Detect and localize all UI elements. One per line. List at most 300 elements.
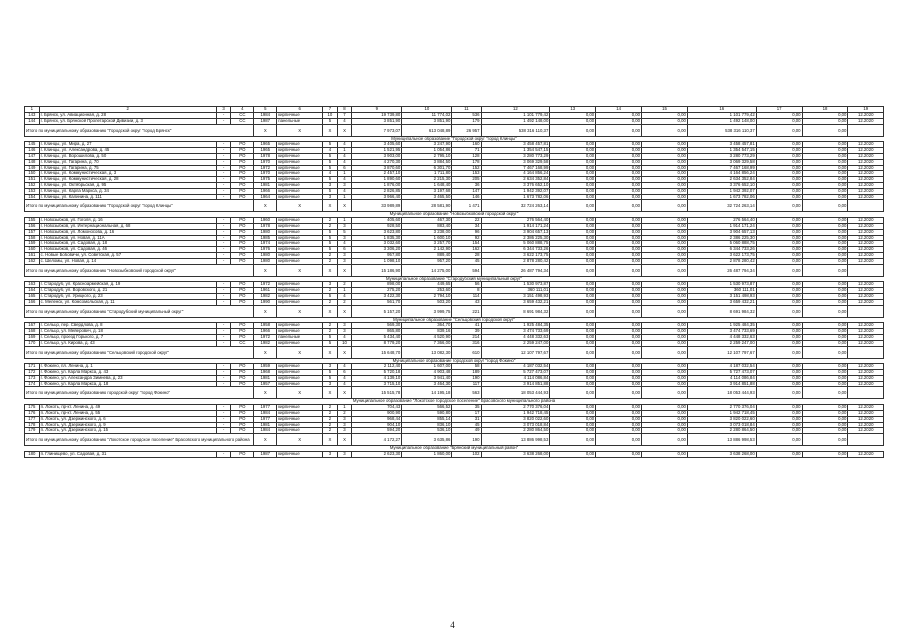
table-cell: 5 bbox=[323, 340, 338, 346]
table-cell: РО bbox=[231, 323, 254, 329]
table-cell: 0,00 bbox=[802, 171, 848, 177]
total-cell: 26 957 bbox=[452, 124, 481, 136]
table-cell: 1957 bbox=[254, 381, 277, 387]
table-cell: 0,00 bbox=[802, 188, 848, 194]
table-cell: 900,90 bbox=[352, 411, 402, 417]
total-cell: X bbox=[323, 387, 338, 399]
table-cell: 3 bbox=[323, 282, 338, 288]
table-cell: РО bbox=[231, 235, 254, 241]
table-cell: 5 727 473,07 bbox=[481, 370, 550, 376]
table-cell: - bbox=[216, 416, 231, 422]
table-cell: - bbox=[216, 364, 231, 370]
table-cell: 6 344 733,26 bbox=[687, 247, 756, 253]
table-cell: 3 032,60 bbox=[352, 241, 402, 247]
table-cell: кирпичные bbox=[277, 252, 323, 258]
table-cell: 0,00 bbox=[550, 247, 596, 253]
table-cell: 3 073 018,84 bbox=[481, 422, 550, 428]
table-cell: 0,00 bbox=[596, 428, 642, 434]
table-cell: РО bbox=[231, 171, 254, 177]
table-cell: 1 054,86 bbox=[402, 148, 452, 154]
total-cell: 7 973,07 bbox=[352, 124, 402, 136]
table-cell: 3 bbox=[323, 182, 338, 188]
table-cell: 2 bbox=[323, 299, 338, 305]
address-cell: г. Сельцо, пер. Свердлова, д. 8 bbox=[39, 323, 216, 329]
table-cell: 0,00 bbox=[642, 323, 688, 329]
table-cell: 31 bbox=[452, 416, 481, 422]
table-cell: РО bbox=[231, 334, 254, 340]
address-cell: г. Фокино, ул. Карла Маркса, д. 18 bbox=[39, 381, 216, 387]
table-cell: кирпичные bbox=[277, 171, 323, 177]
table-cell: 0,00 bbox=[642, 113, 688, 119]
table-cell: 561,70 bbox=[352, 299, 402, 305]
table-cell: 3 376 652,10 bbox=[687, 182, 756, 188]
total-cell: 14 195,18 bbox=[402, 387, 452, 399]
table-cell: 2 878 280,42 bbox=[481, 258, 550, 264]
table-cell: 569,30 bbox=[352, 323, 402, 329]
table-cell: 2 bbox=[323, 218, 338, 224]
table-cell: 162 bbox=[452, 247, 481, 253]
address-cell: г. Фокино, ул. Карла Маркса, д. 43 bbox=[39, 370, 216, 376]
table-cell: 0,00 bbox=[550, 428, 596, 434]
table-cell: 2 bbox=[323, 323, 338, 329]
table-cell: кирпичные bbox=[277, 288, 323, 294]
table-cell: 173 bbox=[25, 375, 40, 381]
table-cell: 0,00 bbox=[596, 252, 642, 258]
table-cell: 3 376 652,10 bbox=[481, 182, 550, 188]
table-cell: 0,00 bbox=[756, 422, 802, 428]
total-cell: 0,00 bbox=[642, 264, 688, 276]
table-cell: 6 301,70 bbox=[402, 165, 452, 171]
table-cell: 276 564,40 bbox=[687, 218, 756, 224]
table-cell: 152 bbox=[25, 182, 40, 188]
table-cell: 0,00 bbox=[596, 235, 642, 241]
table-cell: 0,00 bbox=[642, 340, 688, 346]
column-header: 10 bbox=[402, 107, 452, 113]
table-cell: 1965 bbox=[254, 148, 277, 154]
total-cell: 0,00 bbox=[642, 200, 688, 212]
table-cell: 5 bbox=[323, 247, 338, 253]
table-cell: 12.2020 bbox=[848, 194, 884, 200]
table-cell: 0,00 bbox=[802, 370, 848, 376]
address-cell: г. Брянск, ул. Авиационная, д. 28 bbox=[39, 113, 216, 119]
table-cell: 4 164 856,24 bbox=[481, 171, 550, 177]
total-cell: 3 635,86 bbox=[402, 434, 452, 446]
table-cell: 71 bbox=[452, 148, 481, 154]
table-cell: 0,00 bbox=[756, 159, 802, 165]
table-cell: 0,00 bbox=[642, 334, 688, 340]
total-cell: X bbox=[254, 264, 277, 276]
table-cell: 0,00 bbox=[802, 165, 848, 171]
table-cell: 7 366,00 bbox=[402, 340, 452, 346]
table-cell: кирпичные bbox=[277, 452, 323, 458]
total-cell: X bbox=[277, 387, 323, 399]
total-cell: X bbox=[323, 434, 338, 446]
table-cell: 0,00 bbox=[756, 293, 802, 299]
table-cell: 2 bbox=[323, 416, 338, 422]
table-cell: СС bbox=[231, 113, 254, 119]
table-cell: 2 259 247,00 bbox=[481, 340, 550, 346]
total-cell: 28 581,90 bbox=[402, 200, 452, 212]
table-cell: 0,00 bbox=[550, 329, 596, 335]
table-cell: 163 bbox=[25, 282, 40, 288]
table-cell: 0,00 bbox=[550, 194, 596, 200]
table-cell: 5 060 888,75 bbox=[481, 241, 550, 247]
table-cell: кирпичные bbox=[277, 299, 323, 305]
table-cell: кирпичные bbox=[277, 247, 323, 253]
table-cell: 3 280 773,29 bbox=[481, 153, 550, 159]
address-cell: г. Новозыбков, ул. Новая, д. 11А bbox=[39, 235, 216, 241]
table-cell: 2 bbox=[323, 329, 338, 335]
total-cell: 0,00 bbox=[550, 200, 596, 212]
table-cell: - bbox=[216, 282, 231, 288]
table-cell: 0,00 bbox=[550, 148, 596, 154]
table-cell: 4 bbox=[337, 293, 352, 299]
table-cell: 0,00 bbox=[596, 229, 642, 235]
address-cell: г. Клинцы, ул. Октябрьская, д. 95 bbox=[39, 182, 216, 188]
table-cell: 5 060 888,75 bbox=[687, 241, 756, 247]
table-cell: кирпичные bbox=[277, 416, 323, 422]
table-cell: кирпичные bbox=[277, 159, 323, 165]
table-cell: 0,00 bbox=[642, 258, 688, 264]
table-cell: 151 bbox=[25, 177, 40, 183]
table-cell: 503,20 bbox=[402, 299, 452, 305]
table-cell: РО bbox=[231, 416, 254, 422]
table-cell: 2 794,10 bbox=[402, 293, 452, 299]
address-cell: п. Локоть, ул. Дзержинского, д. 9 bbox=[39, 422, 216, 428]
table-cell: 2 878 280,42 bbox=[687, 258, 756, 264]
table-cell: 3 bbox=[337, 182, 352, 188]
table-cell: 0,00 bbox=[596, 218, 642, 224]
table-cell: 0,00 bbox=[550, 381, 596, 387]
table-cell: 0,00 bbox=[642, 422, 688, 428]
total-cell: 0,00 bbox=[756, 264, 802, 276]
table-cell: 12.2020 bbox=[848, 452, 884, 458]
table-cell: 145 bbox=[25, 142, 40, 148]
address-cell: г. Клинцы, ул. Карла Маркса, д. 34 bbox=[39, 188, 216, 194]
table-cell: панельные bbox=[277, 334, 323, 340]
table-cell: 45 bbox=[452, 258, 481, 264]
table-cell: 3 bbox=[337, 416, 352, 422]
address-cell: г. Сельцо, проезд Горького, д. 7 bbox=[39, 334, 216, 340]
table-cell: 3 914 851,88 bbox=[481, 381, 550, 387]
table-cell: 5 bbox=[337, 229, 352, 235]
table-cell: 5 bbox=[323, 229, 338, 235]
table-cell: 0,00 bbox=[596, 258, 642, 264]
table-cell: 889,40 bbox=[402, 252, 452, 258]
table-cell: 594,20 bbox=[352, 428, 402, 434]
table-cell: 159 bbox=[25, 241, 40, 247]
table-cell: 0,00 bbox=[596, 299, 642, 305]
table-cell: 0,00 bbox=[756, 148, 802, 154]
table-cell: 3 bbox=[337, 252, 352, 258]
table-cell: - bbox=[216, 223, 231, 229]
table-cell: 1 914 171,24 bbox=[481, 223, 550, 229]
table-cell: 0,00 bbox=[596, 329, 642, 335]
table-cell: 3 405,60 bbox=[352, 142, 402, 148]
table-cell: 1 925 484,35 bbox=[687, 323, 756, 329]
table-cell: 5 434,40 bbox=[352, 334, 402, 340]
table-cell: 0,00 bbox=[596, 113, 642, 119]
table-cell: 883,40 bbox=[402, 223, 452, 229]
table-cell: 0,00 bbox=[550, 188, 596, 194]
table-cell: 898,00 bbox=[352, 282, 402, 288]
table-cell: 4 520,90 bbox=[402, 334, 452, 340]
table-cell: 1972 bbox=[254, 282, 277, 288]
table-cell: 3 914 851,88 bbox=[687, 381, 756, 387]
table-cell: РО bbox=[231, 411, 254, 417]
table-cell: 148 bbox=[25, 159, 40, 165]
section-title: Муниципальное образование "Городской округ "город Клинцы" bbox=[25, 136, 884, 142]
table-cell: 174 bbox=[25, 381, 40, 387]
table-cell: 1 492 148,00 bbox=[687, 118, 756, 124]
table-cell: 865,80 bbox=[352, 329, 402, 335]
table-cell: 0,00 bbox=[802, 159, 848, 165]
table-cell: 0,00 bbox=[550, 182, 596, 188]
table-cell: РО bbox=[231, 148, 254, 154]
table-cell: 3 870,60 bbox=[352, 165, 402, 171]
table-cell: 0,00 bbox=[596, 334, 642, 340]
table-cell: 1977 bbox=[254, 405, 277, 411]
table-cell: 1964 bbox=[254, 194, 277, 200]
table-cell: 0,00 bbox=[756, 323, 802, 329]
table-cell: РО bbox=[231, 329, 254, 335]
table-cell: 189 bbox=[452, 370, 481, 376]
table-cell: 1985 bbox=[254, 235, 277, 241]
table-cell: - bbox=[216, 148, 231, 154]
table-cell: 0,00 bbox=[756, 282, 802, 288]
table-cell: 155 bbox=[25, 218, 40, 224]
table-cell: 175 bbox=[25, 405, 40, 411]
total-cell: 221 bbox=[452, 305, 481, 317]
table-cell: кирпичные bbox=[277, 375, 323, 381]
table-cell: 1 600,10 bbox=[402, 235, 452, 241]
table-cell: 0,00 bbox=[802, 329, 848, 335]
table-cell: 8 779,20 bbox=[352, 340, 402, 346]
table-cell: 0,00 bbox=[642, 288, 688, 294]
table-cell: 0,00 bbox=[550, 299, 596, 305]
address-cell: с. Новые Бобовичи, ул. Советская, д. 57 bbox=[39, 252, 216, 258]
table-cell: 0,00 bbox=[802, 416, 848, 422]
table-cell: 0,00 bbox=[756, 411, 802, 417]
table-cell: 1 942 718,45 bbox=[481, 411, 550, 417]
table-cell: 2 280 864,50 bbox=[481, 428, 550, 434]
table-cell: 149 bbox=[25, 165, 40, 171]
table-cell: РО bbox=[231, 288, 254, 294]
total-cell: X bbox=[277, 124, 323, 136]
table-cell: 2 634 352,84 bbox=[481, 177, 550, 183]
table-cell: 12.2020 bbox=[848, 405, 884, 411]
table-cell: 22 bbox=[452, 218, 481, 224]
table-cell: 0,00 bbox=[550, 252, 596, 258]
table-cell: 0,00 bbox=[550, 422, 596, 428]
table-cell: РО bbox=[231, 375, 254, 381]
table-cell: 12.2020 bbox=[848, 422, 884, 428]
table-cell: 3 bbox=[337, 428, 352, 434]
table-cell: 360 111,01 bbox=[481, 288, 550, 294]
table-cell: - bbox=[216, 218, 231, 224]
table-cell: 1981 bbox=[254, 182, 277, 188]
table-cell: 0,00 bbox=[642, 411, 688, 417]
table-cell: 0,00 bbox=[550, 229, 596, 235]
table-cell: 153 bbox=[25, 188, 40, 194]
table-cell: 2 bbox=[323, 252, 338, 258]
table-cell: 0,00 bbox=[550, 153, 596, 159]
table-body bbox=[25, 107, 884, 458]
table-cell: 0,00 bbox=[802, 177, 848, 183]
table-cell: 3 bbox=[323, 194, 338, 200]
table-cell: 957,80 bbox=[352, 252, 402, 258]
table-cell: 157 bbox=[25, 229, 40, 235]
table-cell: 2 bbox=[337, 282, 352, 288]
table-cell: 0,00 bbox=[550, 282, 596, 288]
table-cell: - bbox=[216, 370, 231, 376]
table-cell: 0,00 bbox=[642, 235, 688, 241]
table-cell: кирпичные bbox=[277, 340, 323, 346]
table-cell: 0,00 bbox=[802, 293, 848, 299]
table-cell: РО bbox=[231, 422, 254, 428]
table-cell: 1981 bbox=[254, 375, 277, 381]
table-cell: - bbox=[216, 182, 231, 188]
total-cell: 0,00 bbox=[596, 124, 642, 136]
table-cell: 6 bbox=[337, 370, 352, 376]
table-cell: 4 bbox=[337, 118, 352, 124]
table-cell: 158 bbox=[25, 235, 40, 241]
table-cell: - bbox=[216, 452, 231, 458]
table-cell: 3 465,50 bbox=[402, 194, 452, 200]
table-cell: 1987 bbox=[254, 118, 277, 124]
section-title: Муниципальное образование "Новозыбковский городской округ" bbox=[25, 212, 884, 218]
table-cell: 4 bbox=[323, 171, 338, 177]
table-cell: 0,00 bbox=[596, 282, 642, 288]
table-cell: 153 bbox=[452, 171, 481, 177]
table-cell: - bbox=[216, 411, 231, 417]
table-cell: 1965 bbox=[254, 142, 277, 148]
table-cell: 0,00 bbox=[802, 142, 848, 148]
table-cell: 0,00 bbox=[596, 416, 642, 422]
total-row bbox=[25, 346, 884, 358]
table-cell: 0,00 bbox=[550, 142, 596, 148]
table-cell: 3 bbox=[337, 258, 352, 264]
table-cell: 12.2020 bbox=[848, 165, 884, 171]
table-cell: 0,00 bbox=[642, 452, 688, 458]
total-cell: 32 724 263,14 bbox=[687, 200, 756, 212]
table-cell: 3 bbox=[323, 364, 338, 370]
table-cell: - bbox=[216, 375, 231, 381]
column-header: 19 bbox=[848, 107, 884, 113]
table-cell: 166 bbox=[25, 299, 40, 305]
table-cell: РО bbox=[231, 428, 254, 434]
total-cell: 0,00 bbox=[550, 434, 596, 446]
table-cell: 0,00 bbox=[596, 118, 642, 124]
column-header: 5 bbox=[254, 107, 277, 113]
table-cell: 8 bbox=[452, 288, 481, 294]
repair-register-table bbox=[24, 106, 884, 458]
table-cell: кирпичные bbox=[277, 177, 323, 183]
table-cell: 171 bbox=[25, 364, 40, 370]
table-cell: 2 795,10 bbox=[402, 153, 452, 159]
table-cell: 3 bbox=[337, 323, 352, 329]
table-cell: РО bbox=[231, 364, 254, 370]
table-cell: 0,00 bbox=[756, 334, 802, 340]
column-header: 6 bbox=[277, 107, 323, 113]
table-cell: 0,00 bbox=[642, 218, 688, 224]
table-cell: 3 904 657,13 bbox=[687, 229, 756, 235]
table-cell: кирпичные bbox=[277, 381, 323, 387]
table-cell: 1966 bbox=[254, 188, 277, 194]
table-cell: кирпичные bbox=[277, 188, 323, 194]
table-cell: 3 464,30 bbox=[402, 381, 452, 387]
table-cell: 2 bbox=[323, 422, 338, 428]
table-cell: 4 114 086,84 bbox=[687, 375, 756, 381]
table-cell: 128 bbox=[452, 153, 481, 159]
table-cell: 4 903,48 bbox=[402, 370, 452, 376]
table-cell: 12.2020 bbox=[848, 323, 884, 329]
table-cell: РО bbox=[231, 153, 254, 159]
table-cell: 316 bbox=[452, 340, 481, 346]
table-cell: 0,00 bbox=[550, 118, 596, 124]
table-cell: 3 151 498,93 bbox=[481, 293, 550, 299]
total-cell: X bbox=[254, 124, 277, 136]
column-header: 16 bbox=[687, 107, 756, 113]
table-cell: 147 bbox=[25, 153, 40, 159]
address-cell: г. Новозыбков, ул. Садовая, д. 18 bbox=[39, 241, 216, 247]
table-cell: 12.2020 bbox=[848, 241, 884, 247]
table-cell: 928,50 bbox=[352, 223, 402, 229]
table-cell: 3 622 173,75 bbox=[687, 252, 756, 258]
table-cell: 12.2020 bbox=[848, 364, 884, 370]
total-cell bbox=[848, 264, 884, 276]
table-cell: 0,00 bbox=[596, 381, 642, 387]
table-cell: 146 bbox=[25, 148, 40, 154]
table-cell: кирпичные bbox=[277, 194, 323, 200]
table-cell: 4 448 332,63 bbox=[687, 334, 756, 340]
table-cell: 1959 bbox=[254, 364, 277, 370]
column-header: 18 bbox=[802, 107, 848, 113]
table-cell: 41 bbox=[452, 323, 481, 329]
table-cell: 12.2020 bbox=[848, 235, 884, 241]
table-cell: - bbox=[216, 247, 231, 253]
table-cell: 12.2020 bbox=[848, 153, 884, 159]
table-cell: 360 111,01 bbox=[687, 288, 756, 294]
section-title: Муниципальное образование "Стародубский муниципальный округ" bbox=[25, 276, 884, 282]
address-cell: г. Фокино, ул. Александра Зимнева, д. 23 bbox=[39, 375, 216, 381]
column-header: 7 bbox=[323, 107, 338, 113]
table-cell: 0,00 bbox=[642, 148, 688, 154]
total-cell: 12 107 797,67 bbox=[481, 346, 550, 358]
total-cell: 3 999,75 bbox=[402, 305, 452, 317]
table-cell: 3 474 733,69 bbox=[687, 329, 756, 335]
table-cell: 12.2020 bbox=[848, 252, 884, 258]
total-cell: 0,00 bbox=[802, 387, 848, 399]
column-header: 11 bbox=[452, 107, 481, 113]
table-cell: 12.2020 bbox=[848, 223, 884, 229]
table-cell: 5 bbox=[323, 177, 338, 183]
table-cell: - bbox=[216, 118, 231, 124]
total-cell: 13 886 998,53 bbox=[687, 434, 756, 446]
table-cell: кирпичные bbox=[277, 422, 323, 428]
total-cell: 0,00 bbox=[642, 124, 688, 136]
address-cell: п. Локоть, пр-кт. Ленина, д. 49 bbox=[39, 405, 216, 411]
table-cell: 3 904 657,13 bbox=[481, 229, 550, 235]
table-cell: 160 bbox=[25, 247, 40, 253]
address-cell: г. Клинцы, ул. Коммунистическая, д. 3 bbox=[39, 171, 216, 177]
table-cell: 855,14 bbox=[402, 416, 452, 422]
table-cell: - bbox=[216, 153, 231, 159]
address-cell: с. Меленск, ул. Комсомольская, д. 11 bbox=[39, 299, 216, 305]
table-cell: 5 bbox=[323, 241, 338, 247]
total-cell: X bbox=[254, 387, 277, 399]
table-cell: 35 bbox=[452, 405, 481, 411]
